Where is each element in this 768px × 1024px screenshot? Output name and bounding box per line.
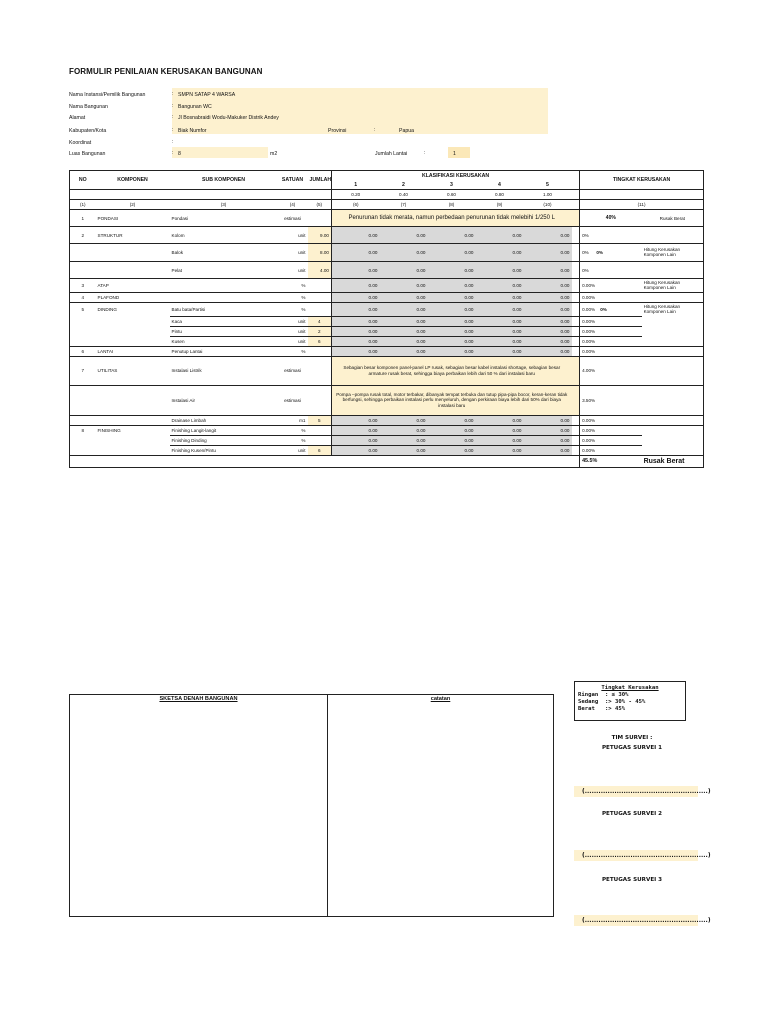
- total-percentage: 45.5%: [580, 455, 642, 467]
- col-num: (1): [70, 200, 96, 210]
- weight-3: 0.60: [447, 192, 456, 197]
- damage-value[interactable]: 0.00: [332, 445, 380, 455]
- signature-line: (......................................................): [582, 788, 711, 795]
- total-status: Rusak Berat: [642, 455, 704, 467]
- damage-value[interactable]: 0.00: [524, 326, 572, 336]
- table-row-finishing-dinding: [70, 435, 704, 445]
- damage-value[interactable]: 0.00: [380, 316, 428, 326]
- petugas-survei-2-label: PETUGAS SURVEI 2: [601, 811, 663, 817]
- row-sub-komponen: Instalasi Air: [171, 397, 195, 403]
- row-sub-komponen: Instalasi Listrik: [171, 368, 202, 373]
- row-jumlah[interactable]: 8.00: [308, 244, 332, 262]
- row-satuan: %: [278, 435, 308, 445]
- level-2: 2: [402, 181, 405, 188]
- colon: :: [424, 150, 426, 156]
- table-row-pintu: [70, 326, 704, 336]
- damage-value[interactable]: 0.00: [524, 244, 572, 262]
- row-no: 6: [70, 346, 96, 356]
- group-percentage: 0%: [596, 250, 604, 255]
- damage-value[interactable]: 0.00: [428, 346, 476, 356]
- nama-bangunan-value[interactable]: Bangunan WC: [178, 104, 212, 110]
- col-num: (9): [496, 202, 503, 207]
- damage-value[interactable]: 0.00: [380, 435, 428, 445]
- row-jumlah[interactable]: 9.00: [308, 227, 332, 244]
- row-sub-komponen: Pondasi: [171, 215, 189, 221]
- hitung-link[interactable]: Hitung Kerusakan Komponen Lain: [642, 303, 704, 317]
- legend-sedang: Sedang :> 30% - 45%: [578, 699, 646, 705]
- damage-value[interactable]: 0.00: [428, 435, 476, 445]
- signature-field-2[interactable]: [574, 850, 711, 861]
- row-no: 7: [70, 356, 96, 385]
- damage-value[interactable]: 0.00: [332, 346, 380, 356]
- damage-value[interactable]: 0.00: [476, 244, 524, 262]
- colon: :: [172, 127, 174, 133]
- level-3: 3: [450, 181, 453, 188]
- damage-value[interactable]: 0.00: [524, 227, 572, 244]
- damage-value[interactable]: 0.00: [476, 279, 524, 293]
- level-5: 5: [546, 181, 549, 188]
- row-sub-komponen: Kaca: [170, 316, 278, 326]
- damage-value[interactable]: 0.00: [428, 326, 476, 336]
- row-jumlah[interactable]: 4.00: [308, 262, 332, 279]
- col-num: (7): [400, 202, 407, 207]
- damage-level-legend: [574, 681, 686, 721]
- row-percentage: 0%: [582, 250, 589, 255]
- jumlah-lantai-value[interactable]: 1: [453, 151, 456, 157]
- damage-value[interactable]: 0.00: [428, 415, 476, 425]
- damage-value[interactable]: 0.00: [380, 303, 428, 317]
- signature-line: (......................................................): [582, 917, 711, 924]
- row-sub-komponen: Finishing Dinding: [170, 435, 278, 445]
- table-row-batu-bata: [70, 303, 704, 317]
- row-jumlah[interactable]: 6: [308, 445, 332, 455]
- damage-value[interactable]: 0.00: [332, 415, 380, 425]
- row-satuan: estimasi: [284, 397, 301, 403]
- damage-value[interactable]: 0.00: [524, 415, 572, 425]
- table-row-finishing-langit: [70, 425, 704, 435]
- row-satuan: %: [301, 348, 306, 354]
- row-sub-komponen: Batu bata/Partisi: [171, 306, 206, 312]
- row-komponen: UTILITAS: [97, 368, 118, 373]
- damage-value[interactable]: 0.00: [332, 227, 380, 244]
- damage-value[interactable]: 0.00: [380, 227, 428, 244]
- jumlah-lantai-label: Jumlah Lantai: [375, 151, 408, 157]
- row-status: Rusak Berat: [642, 210, 704, 227]
- row-sub-komponen: Kolom: [171, 232, 185, 238]
- damage-value[interactable]: 0.00: [380, 336, 428, 346]
- damage-value[interactable]: 0.00: [332, 303, 380, 317]
- sketch-area[interactable]: [72, 707, 324, 913]
- row-komponen: LANTAI: [97, 348, 114, 354]
- damage-value[interactable]: 0.00: [380, 425, 428, 435]
- table-row-finishing-kusen: [70, 445, 704, 455]
- row-satuan: %: [301, 306, 306, 312]
- damage-value[interactable]: 0.00: [476, 326, 524, 336]
- damage-value[interactable]: 0.00: [428, 425, 476, 435]
- table-row-drainase: [70, 415, 704, 425]
- provinsi-value[interactable]: Papua: [399, 128, 415, 134]
- damage-value[interactable]: 0.00: [524, 346, 572, 356]
- row-komponen: STRUKTUR: [97, 232, 123, 238]
- row-satuan: m1: [299, 417, 306, 423]
- row-satuan: unit: [278, 336, 308, 346]
- level-4: 4: [498, 181, 501, 188]
- damage-value[interactable]: 0.00: [476, 425, 524, 435]
- row-percentage: 0%: [580, 227, 642, 244]
- group-percentage: 0%: [600, 306, 607, 312]
- tim-survei-label: TIM SURVEI :: [611, 735, 653, 741]
- col-num: (4): [289, 202, 296, 207]
- catatan-area[interactable]: [330, 707, 550, 913]
- row-jumlah[interactable]: 6: [308, 336, 332, 346]
- header-satuan: SATUAN: [278, 171, 308, 190]
- col-num: (3): [220, 202, 227, 207]
- row-komponen: PLAFOND: [97, 295, 120, 300]
- kabupaten-label: Kabupaten/Kota: [69, 128, 107, 134]
- row-percentage: 40%: [580, 210, 642, 227]
- damage-value[interactable]: 0.00: [428, 227, 476, 244]
- row-satuan: %: [301, 295, 306, 300]
- row-percentage: 0.00%: [580, 336, 642, 346]
- column-number-row: [70, 200, 704, 210]
- row-satuan: unit: [298, 267, 306, 273]
- signature-field-3[interactable]: [574, 915, 711, 926]
- damage-value[interactable]: 0.00: [476, 262, 524, 279]
- row-percentage: 0.00%: [580, 279, 642, 293]
- header-no: NO: [70, 171, 96, 190]
- weight-5: 1.00: [543, 192, 552, 197]
- damage-value[interactable]: 0.00: [524, 279, 572, 293]
- koordinat-label: Koordinat: [69, 140, 92, 146]
- form-title: FORMULIR PENILAIAN KERUSAKAN BANGUNAN: [69, 67, 263, 76]
- damage-value[interactable]: 0.00: [524, 336, 572, 346]
- damage-value[interactable]: 0.00: [476, 415, 524, 425]
- damage-value[interactable]: 0.00: [332, 425, 380, 435]
- damage-value[interactable]: 0.00: [380, 346, 428, 356]
- colon: :: [172, 114, 174, 120]
- col-num: (8): [448, 202, 455, 207]
- sketch-title: SKETSA DENAH BANGUNAN: [159, 696, 238, 702]
- colon: :: [374, 127, 376, 133]
- row-sub-komponen: Penutup Lantai: [171, 348, 203, 354]
- damage-value[interactable]: 0.00: [428, 293, 476, 303]
- damage-value[interactable]: 0.00: [332, 326, 380, 336]
- row-sub-komponen: Balok: [171, 250, 183, 255]
- col-num: (6): [332, 200, 380, 210]
- damage-value[interactable]: 0.00: [380, 415, 428, 425]
- row-sub-komponen: Kusen: [170, 336, 278, 346]
- colon: :: [172, 150, 174, 156]
- damage-value[interactable]: 0.00: [476, 227, 524, 244]
- row-no: 2: [70, 227, 96, 244]
- row-satuan: estimasi: [284, 215, 301, 221]
- row-satuan: %: [301, 427, 306, 433]
- row-jumlah[interactable]: 5: [308, 415, 332, 425]
- damage-value[interactable]: 0.00: [332, 435, 380, 445]
- air-damage-description[interactable]: Pompa –pompa rusak total, motor terbakar, dibanyak tempat terbuka dan tutup pipa-pipa bocor, keran-keran tidak berfungsi, sehingga perbaikan instalasi perlu menyeluruh, dengan perkiraan biaya lebih dari 50% dari biaya instalasi baru: [332, 385, 572, 415]
- table-row-kolom: [70, 227, 704, 244]
- signature-line: (......................................................): [582, 852, 711, 859]
- hitung-link[interactable]: Hitung Kerusakan Komponen Lain: [642, 244, 704, 262]
- header-komponen: KOMPONEN: [96, 171, 170, 190]
- row-no: 1: [70, 210, 96, 227]
- kabupaten-value[interactable]: Biak Numfor: [178, 128, 207, 134]
- col-num: (2): [129, 202, 136, 207]
- damage-value[interactable]: 0.00: [332, 279, 380, 293]
- row-no: 8: [70, 425, 96, 435]
- row-sub-komponen: Pintu: [170, 326, 278, 336]
- damage-value[interactable]: 0.00: [380, 262, 428, 279]
- table-row-kusen: [70, 336, 704, 346]
- level-1: 1: [332, 180, 380, 190]
- col-num: (11): [580, 200, 704, 210]
- row-komponen: DINDING: [97, 307, 117, 312]
- damage-value[interactable]: 0.00: [428, 303, 476, 317]
- table-row-lantai: [70, 346, 704, 356]
- colon: :: [172, 91, 174, 97]
- row-percentage: 0.00%: [580, 435, 642, 445]
- row-satuan: unit: [278, 445, 308, 455]
- luas-label: Luas Bangunan: [69, 151, 106, 157]
- damage-value[interactable]: 0.00: [476, 435, 524, 445]
- luas-value[interactable]: 8: [178, 151, 181, 157]
- colon: :: [172, 139, 174, 145]
- legend-ringan: Ringan : ≤ 30%: [578, 692, 629, 698]
- damage-value[interactable]: 0.00: [476, 336, 524, 346]
- row-no: 5: [70, 303, 96, 317]
- row-jumlah[interactable]: 2: [308, 326, 332, 336]
- table-row-pondasi: [70, 210, 704, 227]
- row-no: 4: [70, 293, 96, 303]
- damage-value[interactable]: 0.00: [380, 279, 428, 293]
- damage-value[interactable]: 0.00: [524, 435, 572, 445]
- pondasi-damage-description[interactable]: Penurunan tidak merata, namun perbedaan penurunan tidak melebihi 1/250 L: [332, 210, 572, 227]
- row-percentage: 0%: [580, 262, 642, 279]
- lantai-highlight: [448, 147, 470, 158]
- damage-value[interactable]: 0.00: [380, 326, 428, 336]
- table-row-total: [70, 455, 704, 467]
- row-no: 3: [70, 279, 96, 293]
- row-satuan: %: [301, 283, 306, 288]
- row-satuan: unit: [278, 316, 308, 326]
- row-jumlah[interactable]: 4: [308, 316, 332, 326]
- row-komponen: FINISHING: [97, 427, 121, 433]
- damage-value[interactable]: 0.00: [476, 445, 524, 455]
- damage-value[interactable]: 0.00: [332, 262, 380, 279]
- table-row-plafond: [70, 293, 704, 303]
- row-sub-komponen: Drainase Limbah: [171, 417, 207, 423]
- damage-value[interactable]: 0.00: [524, 425, 572, 435]
- provinsi-label: Provinsi: [328, 128, 347, 134]
- row-percentage: 0.00%: [580, 326, 642, 336]
- row-percentage: 3.50%: [580, 385, 642, 415]
- row-percentage: 0.00%: [580, 346, 642, 356]
- damage-value[interactable]: 0.00: [380, 244, 428, 262]
- damage-assessment-table: [69, 170, 704, 468]
- luas-highlight: [172, 147, 268, 158]
- damage-value[interactable]: 0.00: [428, 262, 476, 279]
- damage-value[interactable]: 0.00: [428, 279, 476, 293]
- damage-value[interactable]: 0.00: [524, 316, 572, 326]
- table-row-pelat: [70, 262, 704, 279]
- row-sub-komponen: Finishing Langit-langit: [171, 427, 217, 433]
- row-percentage: 0.00%: [580, 445, 642, 455]
- damage-value[interactable]: 0.00: [428, 316, 476, 326]
- damage-value[interactable]: 0.00: [428, 244, 476, 262]
- row-satuan: unit: [298, 232, 306, 238]
- row-satuan: estimasi: [284, 368, 301, 373]
- damage-value[interactable]: 0.00: [476, 316, 524, 326]
- nama-instansi-label: Nama Instansi/Pemilik Bangunan: [69, 92, 146, 98]
- signature-field-1[interactable]: [574, 786, 711, 797]
- header-sub-komponen: SUB KOMPONEN: [170, 171, 278, 190]
- listrik-damage-description[interactable]: Sebagian besar komponen panel-panel LP rusak, sebagian besar kabel instalasi shortage, sebagian besar armature rusak berat, sehingga biaya perbaikan lebih dari 50 % dari instalasi baru: [332, 356, 572, 385]
- damage-value[interactable]: 0.00: [524, 303, 572, 317]
- damage-value[interactable]: 0.00: [524, 262, 572, 279]
- table-row-listrik: [70, 356, 704, 385]
- row-satuan: unit: [298, 250, 306, 255]
- alamat-value[interactable]: Jl Bosnabraidi Wodu-Makuker Distrik Andey: [178, 115, 279, 121]
- table-row-kaca: [70, 316, 704, 326]
- damage-value[interactable]: 0.00: [332, 316, 380, 326]
- header-tingkat: TINGKAT KERUSAKAN: [580, 171, 704, 190]
- petugas-survei-3-label: PETUGAS SURVEI 3: [601, 877, 663, 883]
- row-satuan: unit: [278, 326, 308, 336]
- damage-value[interactable]: 0.00: [476, 346, 524, 356]
- header-jumlah: JUMLAH: [308, 171, 332, 190]
- damage-value[interactable]: 0.00: [332, 244, 380, 262]
- luas-unit: m2: [270, 151, 278, 157]
- row-percentage: 0.00%: [580, 415, 642, 425]
- legend-title: Tingkat Kerusakan: [601, 685, 659, 691]
- damage-value[interactable]: 0.00: [428, 336, 476, 346]
- petugas-survei-1-label: PETUGAS SURVEI 1: [601, 745, 663, 751]
- catatan-title: catatan: [430, 696, 451, 702]
- damage-value[interactable]: 0.00: [476, 293, 524, 303]
- damage-value[interactable]: 0.00: [332, 336, 380, 346]
- row-percentage: 4.00%: [580, 356, 642, 385]
- damage-value[interactable]: 0.00: [332, 293, 380, 303]
- damage-value[interactable]: 0.00: [428, 445, 476, 455]
- row-sub-komponen: Pelat: [171, 267, 182, 273]
- table-row-balok: [70, 244, 704, 262]
- alamat-label: Alamat: [69, 115, 86, 121]
- nama-instansi-value[interactable]: SMPN SATAP 4 WARSA: [178, 92, 236, 98]
- legend-berat: Berat :> 45%: [578, 706, 626, 712]
- row-percentage: 0.00%: [580, 425, 642, 435]
- hitung-link[interactable]: Hitung Kerusakan Komponen Lain: [642, 279, 704, 293]
- damage-value[interactable]: 0.00: [524, 445, 572, 455]
- header-klasifikasi: KLASIFIKASI KERUSAKAN: [332, 171, 580, 181]
- table-row-atap: [70, 279, 704, 293]
- damage-value[interactable]: 0.00: [476, 303, 524, 317]
- nama-bangunan-label: Nama Bangunan: [69, 104, 108, 110]
- row-komponen: PONDASI: [97, 215, 119, 221]
- row-percentage: 0.00%: [580, 293, 642, 303]
- row-percentage: 0.00%: [582, 306, 596, 312]
- table-row-air: [70, 385, 704, 415]
- damage-value[interactable]: 0.00: [524, 293, 572, 303]
- row-komponen: ATAP: [97, 283, 109, 288]
- col-num: (5): [316, 202, 323, 207]
- weight-4: 0.80: [495, 192, 504, 197]
- sketch-section: [69, 694, 554, 917]
- weight-2: 0.40: [399, 192, 408, 197]
- header-row: [70, 171, 704, 181]
- colon: :: [172, 103, 174, 109]
- weight-1: 0.20: [332, 190, 380, 200]
- damage-value[interactable]: 0.00: [380, 293, 428, 303]
- col-num: (10): [543, 202, 552, 207]
- row-percentage: 0.00%: [580, 316, 642, 326]
- row-sub-komponen: Finishing Kusen/Pintu: [170, 445, 278, 455]
- damage-value[interactable]: 0.00: [380, 445, 428, 455]
